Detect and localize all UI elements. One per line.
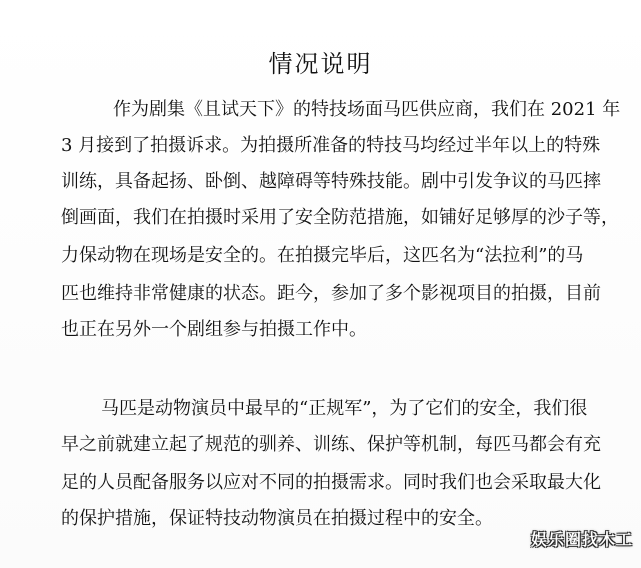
paragraph-1-line-1: 作为剧集《且试天下》的特技场面马匹供应商，我们在 2021 年 — [113, 99, 621, 120]
paragraph-2-line-2: 早之前就建立起了规范的驯养、训练、保护等机制，每匹马都会有充 — [61, 434, 601, 455]
paragraph-1-line-3: 训练，具备起扬、卧倒、越障碍等特殊技能。剧中引发争议的马匹摔 — [61, 171, 601, 192]
paragraph-1-line-4: 倒画面，我们在拍摄时采用了安全防范措施，如铺好足够厚的沙子等， — [61, 207, 619, 228]
paragraph-1-line-7: 也正在另外一个剧组参与拍摄工作中。 — [61, 319, 367, 340]
paragraph-2-line-1: 马匹是动物演员中最早的“正规军”，为了它们的安全，我们很 — [101, 398, 588, 419]
paragraph-1-line-2: 3 月接到了拍摄诉求。为拍摄所准备的特技马均经过半年以上的特殊 — [61, 135, 601, 156]
paragraph-1-line-5: 力保动物在现场是安全的。在拍摄完毕后，这匹名为“法拉利”的马 — [61, 245, 584, 266]
watermark-text: 娱乐圈找木工 — [530, 530, 633, 549]
paragraph-2-line-3: 足的人员配备服务以应对不同的拍摄需求。同时我们也会采取最大化 — [61, 472, 601, 493]
paragraph-2-line-4: 的保护措施，保证特技动物演员在拍摄过程中的安全。 — [61, 508, 493, 529]
paragraph-1-line-6: 匹也维持非常健康的状态。距今，参加了多个影视项目的拍摄，目前 — [61, 283, 601, 304]
document-title: 情况说明 — [268, 50, 373, 78]
